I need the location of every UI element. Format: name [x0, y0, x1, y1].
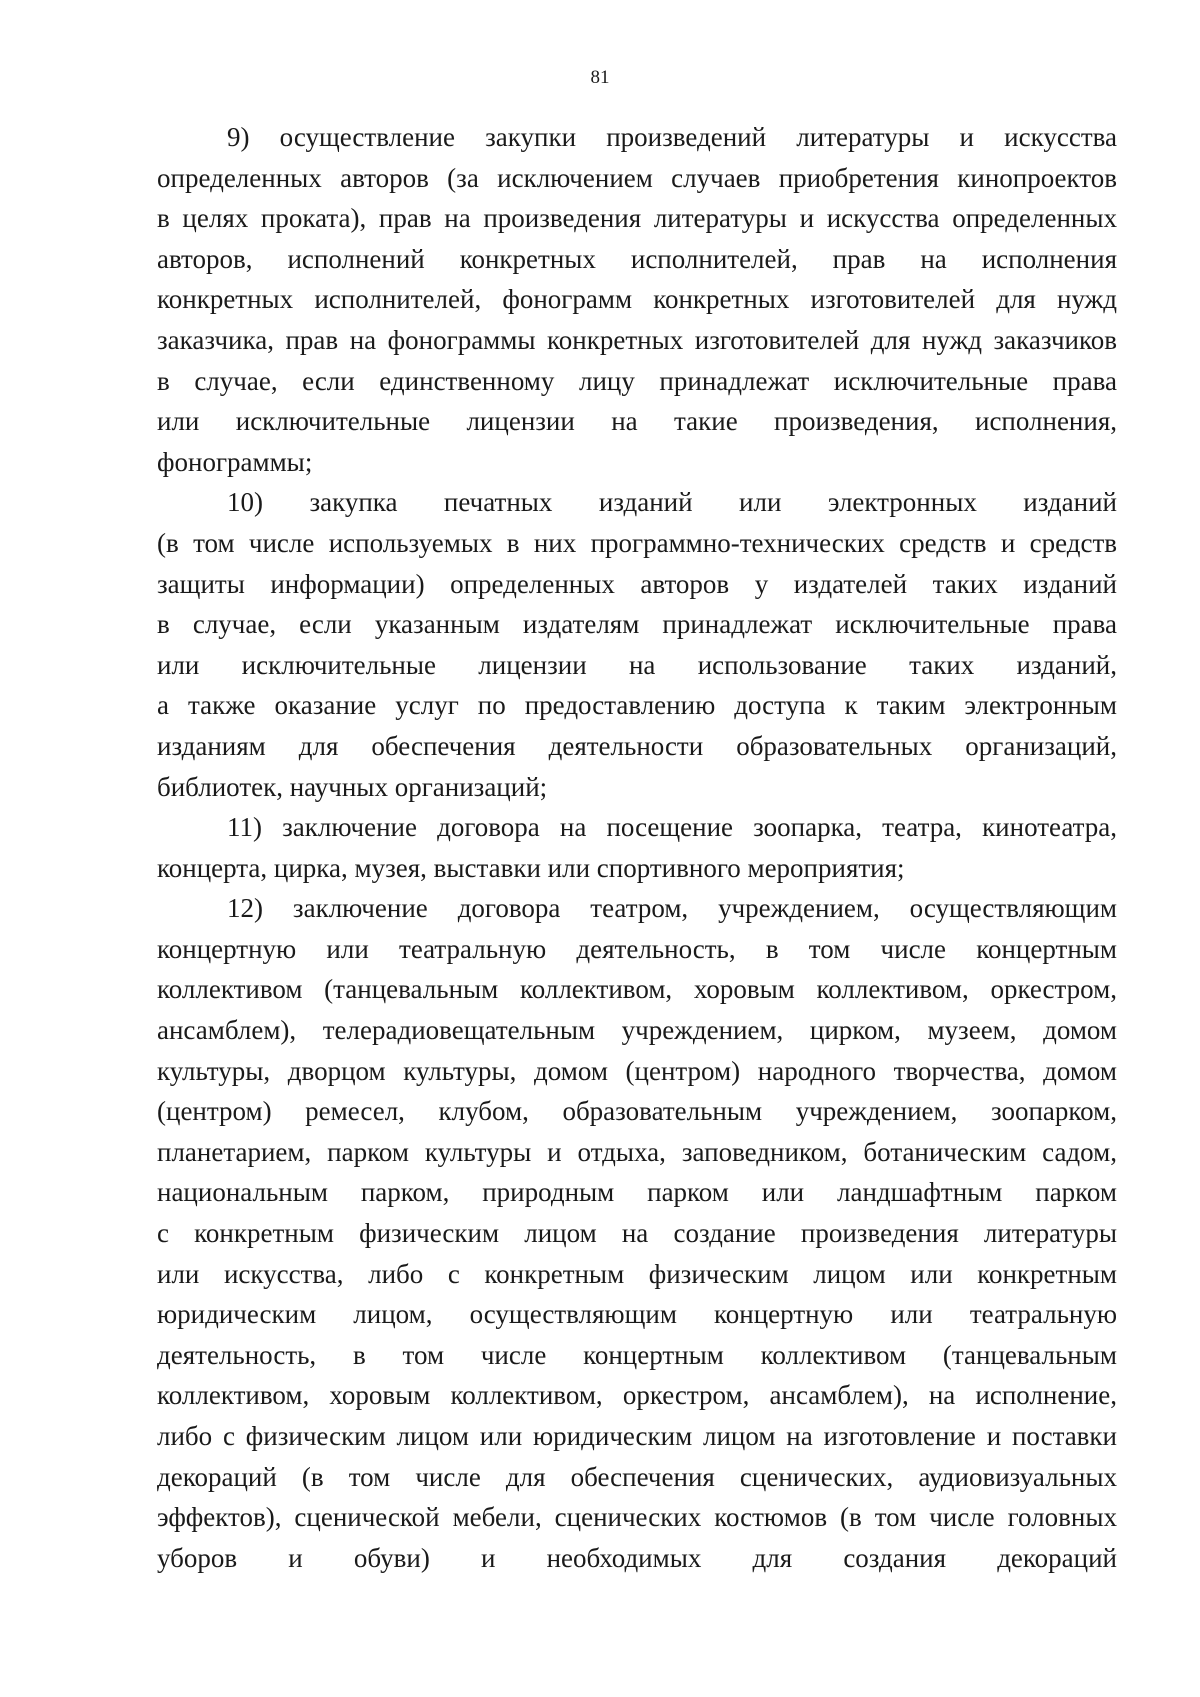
text-line: в случае, если единственному лицу принадлежат исключительные права: [157, 365, 1117, 396]
text-line: (центром) ремесел, клубом, образовательным учреждением, зоопарком,: [157, 1096, 1117, 1127]
text-line: эффектов), сценической мебели, сценических костюмов (в том числе головных: [157, 1502, 1117, 1533]
text-line: коллективом, хоровым коллективом, оркестром, ансамблем), на исполнение,: [157, 1380, 1117, 1411]
text-line: планетарием, парком культуры и отдыха, заповедником, ботаническим садом,: [157, 1136, 1117, 1167]
text-line: уборов и обуви) и необходимых для создания декораций: [157, 1542, 1117, 1573]
text-line: 10) закупка печатных изданий или электронных изданий: [227, 487, 1117, 518]
text-line: или исключительные лицензии на такие произведения, исполнения,: [157, 406, 1117, 437]
text-line: 12) заключение договора театром, учреждением, осуществляющим: [227, 893, 1117, 924]
text-line: концертную или театральную деятельность, в том числе концертным: [157, 933, 1117, 964]
page-number: 81: [590, 67, 610, 88]
text-line: заказчика, прав на фонограммы конкретных изготовителей для нужд заказчиков: [157, 324, 1117, 355]
text-line: либо с физическим лицом или юридическим лицом на изготовление и поставки: [157, 1421, 1117, 1451]
text-line: или исключительные лицензии на использование таких изданий,: [157, 649, 1117, 680]
text-line: библиотек, научных организаций;: [157, 771, 548, 802]
text-line: коллективом (танцевальным коллективом, хоровым коллективом, оркестром,: [157, 974, 1117, 1005]
text-line: фонограммы;: [157, 446, 313, 477]
text-line: а также оказание услуг по предоставлению доступа к таким электронным: [157, 690, 1117, 721]
text-line: с конкретным физическим лицом на создание произведения литературы: [157, 1218, 1117, 1249]
text-line: декораций (в том числе для обеспечения сценических, аудиовизуальных: [157, 1461, 1117, 1492]
body-text: [157, 117, 1117, 1578]
text-line: в случае, если указанным издателям принадлежат исключительные права: [157, 609, 1117, 640]
text-line: или искусства, либо с конкретным физическим лицом или конкретным: [157, 1258, 1117, 1289]
text-line: концерта, цирка, музея, выставки или спортивного мероприятия;: [157, 852, 905, 883]
text-line: (в том числе используемых в них программно-технических средств и средств: [157, 527, 1117, 558]
text-line: деятельность, в том числе концертным коллективом (танцевальным: [157, 1339, 1117, 1370]
text-line: ансамблем), телерадиовещательным учреждением, цирком, музеем, домом: [157, 1015, 1117, 1046]
text-line: юридическим лицом, осуществляющим концертную или театральную: [157, 1299, 1117, 1330]
text-line: культуры, дворцом культуры, домом (центром) народного творчества, домом: [157, 1055, 1117, 1086]
text-line: 9) осуществление закупки произведений литературы и искусства: [227, 122, 1117, 152]
text-line: защиты информации) определенных авторов у издателей таких изданий: [157, 568, 1117, 599]
text-line: определенных авторов (за исключением случаев приобретения кинопроектов: [157, 162, 1117, 193]
text-line: конкретных исполнителей, фонограмм конкретных изготовителей для нужд: [157, 284, 1117, 315]
text-line: изданиям для обеспечения деятельности образовательных организаций,: [157, 730, 1117, 761]
text-line: авторов, исполнений конкретных исполнителей, прав на исполнения: [157, 243, 1117, 274]
text-line: в целях проката), прав на произведения литературы и искусства определенных: [157, 203, 1117, 234]
text-line: национальным парком, природным парком или ландшафтным парком: [157, 1177, 1117, 1208]
text-line: 11) заключение договора на посещение зоопарка, театра, кинотеатра,: [227, 812, 1117, 843]
